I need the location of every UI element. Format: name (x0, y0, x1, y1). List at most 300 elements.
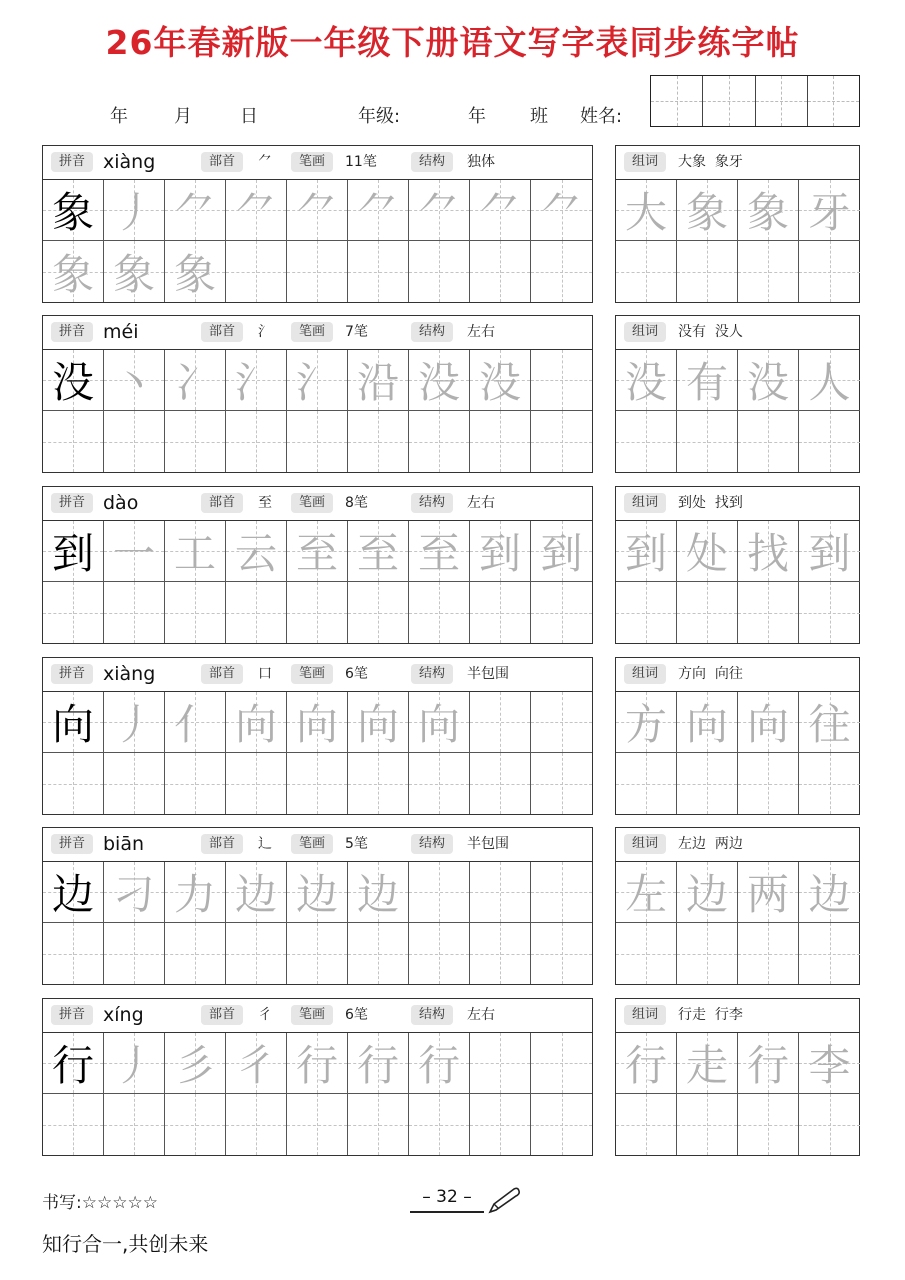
writing-cell[interactable] (287, 180, 348, 241)
strokes-tag: 笔画 (291, 664, 333, 684)
grade-year-label: 年 (468, 106, 486, 127)
character-practice-block (42, 998, 593, 1156)
writing-cell[interactable] (531, 180, 592, 241)
strokes-value: 6笔 (345, 1007, 368, 1023)
writing-cell[interactable] (409, 582, 470, 643)
writing-cell[interactable] (677, 862, 738, 923)
writing-cell[interactable] (287, 862, 348, 923)
word-trace-character: 到 (624, 529, 667, 578)
stroke-order-char: 没 (478, 358, 521, 407)
writing-cell[interactable] (677, 521, 738, 582)
radical-value: 辶 (258, 836, 272, 852)
character-practice-block (42, 145, 593, 303)
writing-cell[interactable] (799, 350, 860, 411)
writing-cell[interactable] (470, 350, 531, 411)
practice-section (0, 998, 905, 1158)
practice-section (0, 657, 905, 817)
radical-value: 彳 (258, 1007, 272, 1023)
writing-cell[interactable] (677, 692, 738, 753)
writing-cell[interactable] (799, 692, 860, 753)
writing-cell[interactable] (287, 1094, 348, 1155)
writing-cell[interactable] (165, 411, 226, 472)
writing-cell[interactable] (470, 180, 531, 241)
structure-tag: 结构 (411, 493, 453, 513)
writing-cell[interactable] (799, 241, 860, 302)
writing-cell[interactable] (616, 862, 677, 923)
strokes-value: 8笔 (345, 495, 368, 511)
radical-tag: 部首 (201, 152, 243, 172)
practice-section (0, 145, 905, 305)
stroke-order-char: ⺈ (540, 188, 583, 237)
writing-cell[interactable] (799, 923, 860, 984)
word-trace-character: 有 (685, 358, 728, 407)
words-value: 方向 向往 (678, 666, 743, 682)
writing-cell[interactable] (738, 180, 799, 241)
stroke-order-char: 向 (417, 700, 460, 749)
stroke-order-char: 丿 (112, 700, 155, 749)
words-tag: 组词 (624, 1005, 666, 1025)
writing-cell[interactable] (226, 1094, 287, 1155)
grade-label: 年级: (358, 106, 401, 127)
writing-cell[interactable] (104, 1094, 165, 1155)
structure-tag: 结构 (411, 322, 453, 342)
writing-cell[interactable] (738, 862, 799, 923)
pen-icon (486, 1186, 522, 1216)
stroke-order-char: 力 (173, 870, 216, 919)
word-trace-character: 牙 (808, 188, 851, 237)
writing-cell[interactable] (226, 692, 287, 753)
model-character: 边 (51, 870, 94, 919)
writing-cell[interactable] (226, 582, 287, 643)
writing-cell[interactable] (677, 923, 738, 984)
word-trace-character: 边 (808, 870, 851, 919)
words-tag: 组词 (624, 493, 666, 513)
writing-cell[interactable] (104, 753, 165, 814)
stroke-order-char: 到 (540, 529, 583, 578)
words-value: 到处 找到 (678, 495, 743, 511)
stroke-order-char: 冫 (173, 358, 216, 407)
structure-tag: 结构 (411, 152, 453, 172)
pinyin-value: xiàng (103, 151, 156, 173)
words-header (616, 658, 859, 692)
pinyin-tag: 拼音 (51, 322, 93, 342)
writing-cell[interactable] (104, 180, 165, 241)
writing-cell[interactable] (531, 753, 592, 814)
writing-cell[interactable] (470, 411, 531, 472)
word-trace-character: 人 (808, 358, 851, 407)
writing-cell[interactable] (531, 241, 592, 302)
word-trace-character: 没 (746, 358, 789, 407)
writing-cell[interactable] (470, 923, 531, 984)
writing-cell[interactable] (616, 350, 677, 411)
writing-cell[interactable] (287, 753, 348, 814)
date-month-label: 月 (174, 106, 192, 127)
writing-cell[interactable] (226, 862, 287, 923)
writing-cell[interactable] (616, 241, 677, 302)
writing-cell[interactable] (43, 521, 104, 582)
writing-cell[interactable] (409, 692, 470, 753)
writing-cell[interactable] (799, 521, 860, 582)
word-trace-character: 向 (685, 700, 728, 749)
name-cell[interactable] (756, 76, 808, 126)
writing-cell[interactable] (616, 923, 677, 984)
pinyin-value: méi (103, 321, 139, 343)
writing-cell[interactable] (677, 180, 738, 241)
writing-cell[interactable] (409, 1094, 470, 1155)
writing-cell[interactable] (616, 753, 677, 814)
structure-value: 独体 (467, 154, 495, 170)
stroke-order-char: 至 (356, 529, 399, 578)
strokes-tag: 笔画 (291, 1005, 333, 1025)
pinyin-tag: 拼音 (51, 664, 93, 684)
writing-cell[interactable] (348, 862, 409, 923)
writing-cell[interactable] (799, 1094, 860, 1155)
radical-value: ⺈ (258, 154, 272, 170)
stroke-order-char: 向 (295, 700, 338, 749)
writing-cell[interactable] (677, 753, 738, 814)
writing-cell[interactable] (43, 411, 104, 472)
writing-cell[interactable] (348, 923, 409, 984)
motto: 知行合一,共创未来 (42, 1232, 209, 1256)
stroke-order-char: 行 (356, 1041, 399, 1090)
writing-cell[interactable] (43, 241, 104, 302)
writing-cell[interactable] (104, 692, 165, 753)
writing-cell[interactable] (348, 692, 409, 753)
pinyin-value: biān (103, 833, 145, 855)
radical-value: 氵 (258, 324, 272, 340)
stroke-order-char: 彡 (173, 1041, 216, 1090)
writing-cell[interactable] (104, 923, 165, 984)
writing-cell[interactable] (104, 350, 165, 411)
model-character: 没 (51, 358, 94, 407)
strokes-tag: 笔画 (291, 322, 333, 342)
words-tag: 组词 (624, 152, 666, 172)
character-info-header (43, 828, 592, 862)
writing-cell[interactable] (43, 692, 104, 753)
stroke-order-char: 没 (417, 358, 460, 407)
writing-cell[interactable] (616, 521, 677, 582)
writing-cell[interactable] (738, 923, 799, 984)
radical-tag: 部首 (201, 322, 243, 342)
writing-cell[interactable] (165, 521, 226, 582)
word-trace-character: 行 (624, 1041, 667, 1090)
writing-cell[interactable] (470, 582, 531, 643)
writing-cell[interactable] (348, 411, 409, 472)
words-tag: 组词 (624, 322, 666, 342)
stroke-order-char: 沿 (356, 358, 399, 407)
writing-cell[interactable] (348, 1094, 409, 1155)
word-trace-character: 处 (685, 529, 728, 578)
writing-cell[interactable] (616, 1033, 677, 1094)
name-cell[interactable] (808, 76, 859, 126)
writing-cell[interactable] (226, 411, 287, 472)
word-trace-character: 方 (624, 700, 667, 749)
date-day-label: 日 (240, 106, 258, 127)
words-header (616, 999, 859, 1033)
writing-cell[interactable] (165, 350, 226, 411)
writing-cell[interactable] (43, 1033, 104, 1094)
stroke-order-char: 至 (295, 529, 338, 578)
words-value: 左边 两边 (678, 836, 743, 852)
radical-value: 至 (258, 495, 272, 511)
writing-cell[interactable] (677, 1094, 738, 1155)
writing-cell[interactable] (348, 1033, 409, 1094)
character-practice-block (42, 827, 593, 985)
writing-cell[interactable] (409, 923, 470, 984)
stroke-order-char: 丿 (112, 1041, 155, 1090)
writing-cell[interactable] (409, 411, 470, 472)
character-info-header (43, 487, 592, 521)
writing-cell[interactable] (287, 692, 348, 753)
structure-tag: 结构 (411, 664, 453, 684)
character-info-header (43, 999, 592, 1033)
writing-cell[interactable] (799, 753, 860, 814)
word-trace-character: 大 (624, 188, 667, 237)
strokes-tag: 笔画 (291, 834, 333, 854)
writing-cell[interactable] (531, 1094, 592, 1155)
name-writing-box[interactable] (650, 75, 860, 127)
writing-cell[interactable] (104, 521, 165, 582)
stroke-order-char: 一 (112, 529, 155, 578)
writing-cell[interactable] (165, 862, 226, 923)
writing-cell[interactable] (43, 862, 104, 923)
stroke-order-char: 丶 (112, 358, 155, 407)
writing-cell[interactable] (531, 411, 592, 472)
writing-cell[interactable] (470, 1094, 531, 1155)
writing-cell[interactable] (348, 241, 409, 302)
writing-cell[interactable] (409, 753, 470, 814)
writing-cell[interactable] (677, 1033, 738, 1094)
writing-cell[interactable] (677, 582, 738, 643)
writing-cell[interactable] (43, 180, 104, 241)
pinyin-value: xíng (103, 1004, 144, 1026)
writing-cell[interactable] (470, 692, 531, 753)
stroke-order-char: 行 (417, 1041, 460, 1090)
writing-cell[interactable] (287, 350, 348, 411)
stroke-order-char: 边 (356, 870, 399, 919)
pinyin-tag: 拼音 (51, 834, 93, 854)
writing-cell[interactable] (409, 180, 470, 241)
stroke-order-char: ⺈ (356, 188, 399, 237)
name-cell[interactable] (651, 76, 703, 126)
stroke-order-char: 向 (234, 700, 277, 749)
word-practice-block (615, 998, 860, 1156)
character-practice-block (42, 315, 593, 473)
date-year-label: 年 (110, 106, 128, 127)
stroke-order-char: 向 (356, 700, 399, 749)
writing-cell[interactable] (43, 1094, 104, 1155)
stroke-order-char: 彳 (234, 1041, 277, 1090)
writing-cell[interactable] (226, 753, 287, 814)
writing-cell[interactable] (287, 241, 348, 302)
writing-cell[interactable] (799, 180, 860, 241)
writing-cell[interactable] (470, 521, 531, 582)
words-header (616, 316, 859, 350)
stroke-order-char: 到 (478, 529, 521, 578)
writing-cell[interactable] (409, 521, 470, 582)
writing-cell[interactable] (409, 241, 470, 302)
stroke-order-char: 丿 (112, 188, 155, 237)
structure-value: 左右 (467, 324, 495, 340)
writing-cell[interactable] (226, 521, 287, 582)
model-character: 向 (51, 700, 94, 749)
radical-value: 口 (258, 666, 272, 682)
name-cell[interactable] (703, 76, 755, 126)
structure-tag: 结构 (411, 834, 453, 854)
writing-cell[interactable] (799, 411, 860, 472)
stroke-order-char: 亻 (173, 700, 216, 749)
writing-cell[interactable] (409, 350, 470, 411)
radical-tag: 部首 (201, 834, 243, 854)
writing-cell[interactable] (677, 411, 738, 472)
word-practice-block (615, 315, 860, 473)
writing-cell[interactable] (43, 350, 104, 411)
word-practice-block (615, 486, 860, 644)
writing-cell[interactable] (287, 582, 348, 643)
word-trace-character: 边 (685, 870, 728, 919)
writing-cell[interactable] (616, 180, 677, 241)
writing-cell[interactable] (165, 180, 226, 241)
writing-cell[interactable] (287, 1033, 348, 1094)
writing-cell[interactable] (226, 923, 287, 984)
page-title: 26年春新版一年级下册语文写字表同步练字帖 (105, 23, 800, 62)
writing-cell[interactable] (165, 241, 226, 302)
writing-cell[interactable] (738, 1094, 799, 1155)
writing-cell[interactable] (165, 753, 226, 814)
trace-character: 象 (112, 249, 155, 299)
stroke-order-char: ⺈ (478, 188, 521, 237)
writing-cell[interactable] (409, 862, 470, 923)
writing-cell[interactable] (738, 753, 799, 814)
stroke-order-char: 边 (234, 870, 277, 919)
words-tag: 组词 (624, 834, 666, 854)
writing-cell[interactable] (287, 923, 348, 984)
writing-cell[interactable] (165, 1033, 226, 1094)
strokes-tag: 笔画 (291, 152, 333, 172)
writing-cell[interactable] (104, 241, 165, 302)
word-trace-character: 向 (746, 700, 789, 749)
writing-cell[interactable] (226, 1033, 287, 1094)
character-info-header (43, 316, 592, 350)
character-practice-block (42, 657, 593, 815)
stroke-order-char: 氵 (234, 358, 277, 407)
writing-cell[interactable] (738, 582, 799, 643)
writing-cell[interactable] (799, 1033, 860, 1094)
writing-cell[interactable] (348, 521, 409, 582)
trace-character: 象 (173, 249, 216, 299)
writing-cell[interactable] (165, 582, 226, 643)
strokes-value: 6笔 (345, 666, 368, 682)
words-header (616, 146, 859, 180)
writing-cell[interactable] (616, 411, 677, 472)
words-value: 大象 象牙 (678, 154, 743, 170)
writing-cell[interactable] (470, 753, 531, 814)
writing-cell[interactable] (104, 411, 165, 472)
writing-cell[interactable] (616, 1094, 677, 1155)
writing-cell[interactable] (348, 180, 409, 241)
writing-cell[interactable] (677, 350, 738, 411)
writing-cell[interactable] (348, 753, 409, 814)
model-character: 象 (51, 188, 94, 237)
writing-cell[interactable] (104, 862, 165, 923)
stroke-order-char: 边 (295, 870, 338, 919)
writing-cell[interactable] (531, 692, 592, 753)
writing-cell[interactable] (799, 582, 860, 643)
writing-cell[interactable] (165, 692, 226, 753)
writing-cell[interactable] (470, 1033, 531, 1094)
pinyin-tag: 拼音 (51, 493, 93, 513)
writing-cell[interactable] (287, 521, 348, 582)
stroke-order-char: 至 (417, 529, 460, 578)
name-label: 姓名: (580, 106, 623, 127)
stroke-order-char: ⺈ (295, 188, 338, 237)
class-label: 班 (530, 106, 548, 127)
writing-cell[interactable] (348, 582, 409, 643)
structure-value: 半包围 (467, 666, 509, 682)
practice-section (0, 486, 905, 646)
writing-cell[interactable] (738, 350, 799, 411)
radical-tag: 部首 (201, 493, 243, 513)
stroke-order-char: 刁 (112, 870, 155, 919)
writing-cell[interactable] (531, 862, 592, 923)
writing-cell[interactable] (738, 1033, 799, 1094)
stroke-order-char: 行 (295, 1041, 338, 1090)
practice-section (0, 827, 905, 987)
writing-cell[interactable] (43, 753, 104, 814)
writing-cell[interactable] (409, 1033, 470, 1094)
writing-cell[interactable] (738, 411, 799, 472)
writing-cell[interactable] (616, 692, 677, 753)
pinyin-tag: 拼音 (51, 1005, 93, 1025)
structure-value: 半包围 (467, 836, 509, 852)
writing-cell[interactable] (43, 582, 104, 643)
writing-cell[interactable] (287, 411, 348, 472)
writing-cell[interactable] (531, 350, 592, 411)
writing-cell[interactable] (104, 582, 165, 643)
word-trace-character: 象 (746, 188, 789, 237)
writing-cell[interactable] (165, 923, 226, 984)
writing-cell[interactable] (738, 241, 799, 302)
writing-cell[interactable] (531, 923, 592, 984)
word-practice-block (615, 827, 860, 985)
writing-cell[interactable] (104, 1033, 165, 1094)
writing-cell[interactable] (738, 692, 799, 753)
writing-cell[interactable] (531, 582, 592, 643)
writing-cell[interactable] (226, 241, 287, 302)
writing-cell[interactable] (616, 582, 677, 643)
word-trace-character: 李 (808, 1041, 851, 1090)
words-header (616, 828, 859, 862)
writing-cell[interactable] (226, 350, 287, 411)
character-info-header (43, 658, 592, 692)
writing-cell[interactable] (226, 180, 287, 241)
writing-cell[interactable] (531, 521, 592, 582)
word-trace-character: 左 (624, 870, 667, 919)
writing-cell[interactable] (165, 1094, 226, 1155)
writing-cell[interactable] (43, 923, 104, 984)
writing-cell[interactable] (531, 1033, 592, 1094)
strokes-value: 5笔 (345, 836, 368, 852)
writing-cell[interactable] (470, 241, 531, 302)
writing-cell[interactable] (738, 521, 799, 582)
words-tag: 组词 (624, 664, 666, 684)
writing-cell[interactable] (348, 350, 409, 411)
writing-cell[interactable] (470, 862, 531, 923)
writing-cell[interactable] (677, 241, 738, 302)
writing-cell[interactable] (799, 862, 860, 923)
pinyin-value: xiàng (103, 663, 156, 685)
word-practice-block (615, 657, 860, 815)
